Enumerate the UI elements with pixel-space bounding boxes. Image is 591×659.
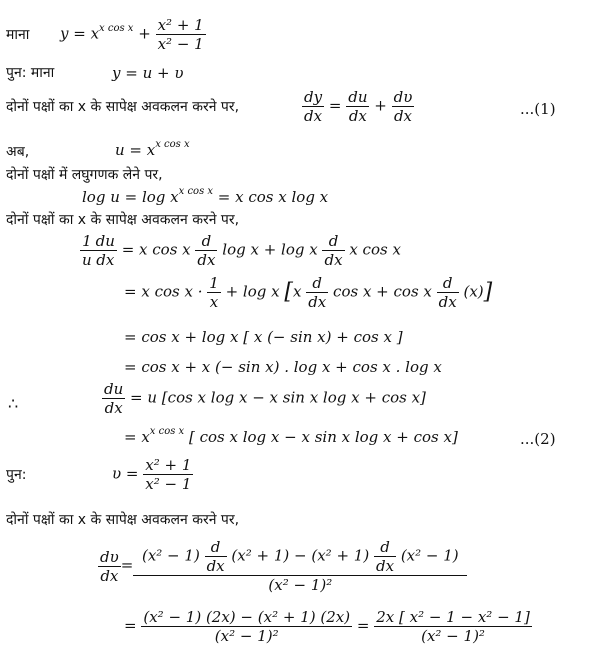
eq7-part-b: + log x bbox=[225, 282, 280, 301]
eq3-frac-du bbox=[346, 88, 369, 125]
eq3-equals: = bbox=[328, 96, 342, 115]
eq10-rhs: = u [cos x log x − x sin x log x + cos x] bbox=[130, 388, 426, 407]
eq5-exponent: x cos x bbox=[178, 186, 214, 197]
label-diff-wrt-x-2: दोनों पक्षों का x के सापेक्ष अवकलन करने पर, bbox=[6, 212, 240, 228]
eq7-d1-den: dx bbox=[308, 293, 327, 311]
eq3-den-dx-2: dx bbox=[348, 107, 367, 125]
eq3-num-du: du bbox=[348, 88, 368, 106]
label-punah: पुन: bbox=[6, 467, 27, 483]
eq13-quotient-fraction bbox=[133, 538, 467, 594]
eq11-exponent: x cos x bbox=[149, 426, 185, 437]
eq7-part-d: cos x + cos x bbox=[333, 282, 432, 301]
eq13-equals: = bbox=[120, 556, 134, 574]
eq1-denominator: x² − 1 bbox=[157, 35, 204, 53]
eq1-fraction bbox=[156, 16, 206, 53]
label-diff-wrt-x-3: दोनों पक्षों का x के सापेक्ष अवकलन करने पर, bbox=[6, 512, 240, 528]
eq7-d2-num: d bbox=[437, 274, 459, 293]
eq6-frac-1-over-u bbox=[80, 232, 94, 269]
eq5-part-b: = x cos x log x bbox=[217, 188, 329, 206]
equation-v-definition bbox=[112, 456, 193, 493]
eq5-part-a: log u = log x bbox=[82, 188, 179, 206]
eq7-d2 bbox=[437, 274, 459, 311]
eq6-den-dx: dx bbox=[96, 251, 115, 269]
equation-expanded-2: = cos x + log x [ x (− sin x) + cos x ] bbox=[124, 328, 403, 346]
equation-log-derivative bbox=[80, 232, 401, 269]
eq13-lhs-frac bbox=[98, 548, 121, 585]
eq12-numerator: x² + 1 bbox=[145, 456, 192, 474]
label-mana: माना bbox=[6, 27, 30, 43]
eq12-fraction bbox=[143, 456, 193, 493]
equation-log-u bbox=[82, 186, 329, 206]
equation-y-definition bbox=[60, 16, 206, 53]
equation-number-1: ...(1) bbox=[520, 100, 556, 118]
eq10-frac-du-dx bbox=[102, 380, 125, 417]
label-log-both-sides: दोनों पक्षों में लघुगणक लेने पर, bbox=[6, 167, 163, 183]
eq1-numerator: x² + 1 bbox=[157, 16, 204, 34]
eq6-part-c: x cos x bbox=[349, 240, 401, 259]
eq7-part-e: (x) bbox=[463, 282, 484, 301]
eq13-d1 bbox=[205, 538, 227, 575]
eq14-fraction-1 bbox=[141, 608, 352, 645]
eq13-lhs-num: dυ bbox=[100, 547, 119, 566]
eq6-d2-den: dx bbox=[324, 251, 343, 269]
eq3-frac-dy bbox=[302, 88, 324, 125]
eq13-lhs-den: dx bbox=[100, 566, 119, 585]
eq3-den-dx-1: dx bbox=[304, 107, 323, 125]
eq13-num-part-c: (x² − 1) bbox=[400, 546, 459, 565]
eq3-num-dv: dυ bbox=[393, 88, 413, 106]
eq7-d1 bbox=[306, 274, 328, 311]
eq7-part-c: x bbox=[292, 282, 302, 301]
eq11-part-a: = x bbox=[124, 428, 150, 446]
eq6-den-u: u bbox=[82, 251, 92, 269]
eq13-num-part-a: (x² − 1) bbox=[141, 546, 200, 565]
equation-dv-dx-simplified bbox=[124, 608, 532, 645]
eq14-num-1: (x² − 1) (2x) − (x² + 1) (2x) bbox=[143, 608, 351, 626]
equation-y-sum: y = u + υ bbox=[112, 64, 184, 82]
eq6-d1 bbox=[195, 232, 217, 269]
eq6-num-du: du bbox=[95, 232, 115, 250]
eq4-lhs: u = x bbox=[115, 141, 156, 159]
equation-expanded-3: = cos x + x (− sin x) . log x + cos x . log x bbox=[124, 358, 442, 376]
eq7-num-1: 1 bbox=[209, 274, 219, 292]
eq3-den-dx-3: dx bbox=[393, 107, 413, 125]
eq6-part-a: = x cos x bbox=[121, 240, 191, 259]
eq6-part-b: log x + log x bbox=[222, 240, 318, 259]
eq14-fraction-2 bbox=[374, 608, 532, 645]
equation-u-definition bbox=[115, 139, 190, 159]
eq13-num-part-b: (x² + 1) − (x² + 1) bbox=[231, 546, 370, 565]
eq7-part-a: = x cos x · bbox=[124, 282, 203, 301]
equation-dy-dx bbox=[302, 88, 414, 125]
equation-dv-dx-quotient bbox=[98, 538, 467, 594]
eq12-lhs: υ = bbox=[112, 464, 139, 483]
eq14-num-2: 2x [ x² − 1 − x² − 1] bbox=[376, 608, 530, 626]
equation-du-dx-final bbox=[124, 426, 458, 446]
equation-du-dx bbox=[102, 380, 426, 417]
eq6-d1-num: d bbox=[195, 232, 217, 251]
eq13-numerator bbox=[133, 538, 467, 576]
eq7-d2-den: dx bbox=[438, 293, 457, 311]
eq6-d2-num: d bbox=[322, 232, 344, 251]
eq12-denominator: x² − 1 bbox=[145, 475, 192, 493]
eq7-den-x: x bbox=[209, 293, 219, 311]
eq14-equals-2: = bbox=[356, 616, 370, 635]
eq7-d1-num: d bbox=[306, 274, 328, 293]
therefore-symbol: ∴ bbox=[8, 394, 19, 413]
eq14-equals-1: = bbox=[124, 616, 137, 635]
eq11-part-b: [ cos x log x − x sin x log x + cos x] bbox=[188, 428, 458, 446]
eq4-exponent: x cos x bbox=[155, 139, 190, 150]
eq13-d1-num: d bbox=[205, 538, 227, 557]
equation-number-2: ...(2) bbox=[520, 430, 556, 448]
eq1-plus: + bbox=[138, 24, 151, 43]
eq13-denominator: (x² − 1)² bbox=[268, 576, 333, 594]
eq6-d1-den: dx bbox=[197, 251, 216, 269]
eq1-exponent: x cos x bbox=[99, 22, 134, 34]
eq6-frac-du-dx bbox=[94, 232, 117, 269]
eq1-lhs: y = x bbox=[60, 24, 100, 43]
eq3-num-dy: dy bbox=[304, 88, 323, 106]
eq13-d1-den: dx bbox=[206, 557, 225, 575]
eq7-right-bracket: ] bbox=[483, 279, 493, 305]
eq3-plus: + bbox=[374, 96, 387, 115]
eq14-den-2: (x² − 1)² bbox=[421, 627, 485, 645]
eq7-left-bracket: [ bbox=[284, 279, 293, 305]
equation-expanded-1 bbox=[124, 274, 492, 311]
eq6-num-1: 1 bbox=[80, 232, 94, 251]
label-punah-mana: पुन: माना bbox=[6, 65, 55, 81]
label-ab: अब, bbox=[6, 144, 30, 160]
eq13-d2 bbox=[374, 538, 396, 575]
eq3-frac-dv bbox=[392, 88, 415, 125]
eq10-num: du bbox=[104, 380, 124, 398]
eq13-d2-den: dx bbox=[375, 557, 395, 575]
eq10-den: dx bbox=[104, 399, 123, 417]
eq13-d2-num: d bbox=[374, 538, 396, 557]
eq7-frac-1-over-x bbox=[207, 274, 221, 311]
eq14-den-1: (x² − 1)² bbox=[214, 627, 279, 645]
label-diff-wrt-x: दोनों पक्षों का x के सापेक्ष अवकलन करने पर, bbox=[6, 99, 240, 115]
eq6-d2 bbox=[322, 232, 344, 269]
